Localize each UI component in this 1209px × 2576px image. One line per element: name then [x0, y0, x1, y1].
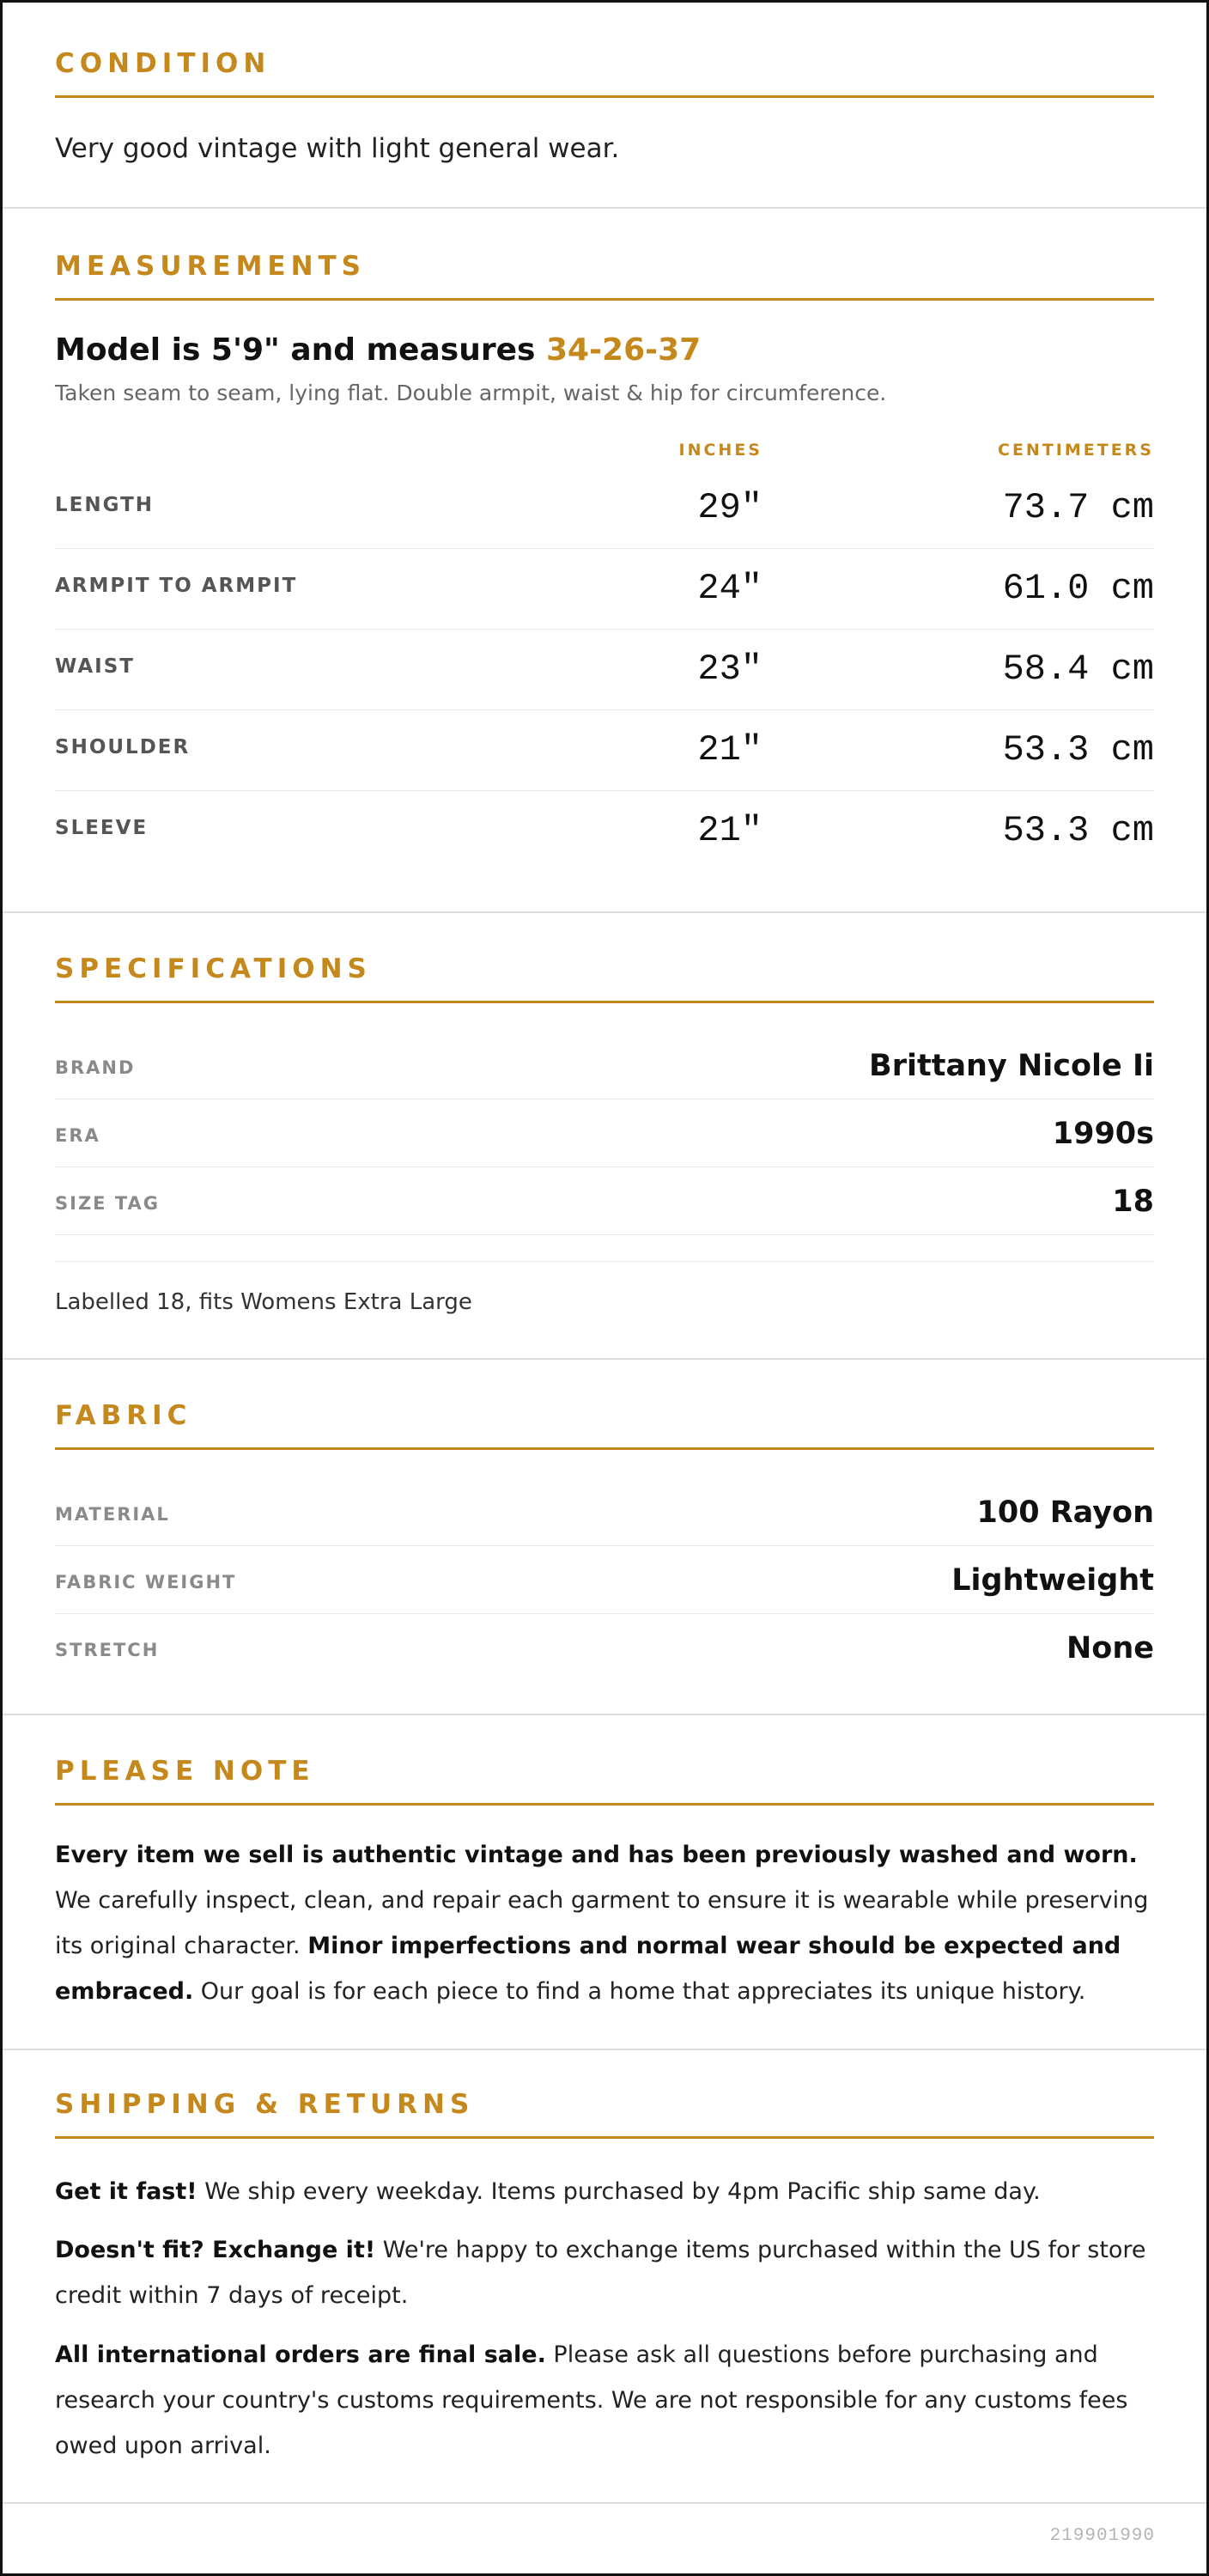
- spec-row-era: [55, 1099, 1154, 1166]
- measurement-cm: 73.7 cm: [1002, 487, 1154, 528]
- measurement-inches: 24": [697, 568, 762, 609]
- condition-title: CONDITION: [55, 48, 271, 79]
- specifications-title: SPECIFICATIONS: [55, 953, 372, 984]
- measurement-label: ARMPIT TO ARMPIT: [55, 575, 298, 597]
- spec-label: ERA: [55, 1125, 100, 1146]
- please-note-text-1: We carefully inspect, clean, and repair each garment to ensure it is wearable while preserving its original character.: [55, 1887, 1149, 1959]
- measurements-section: [3, 209, 1206, 913]
- measurement-cm: 53.3 cm: [1002, 729, 1154, 770]
- spec-row-brand: [55, 1032, 1154, 1099]
- measurement-row-length: [55, 468, 1154, 547]
- specifications-section: [3, 913, 1206, 1360]
- condition-section: [3, 3, 1206, 209]
- measurement-row-sleeve: [55, 791, 1154, 870]
- model-measures-heading: [55, 332, 701, 368]
- specifications-rule: [55, 1001, 1154, 1003]
- shipping-text-3: Please ask all questions before purchasing and research your country's customs requirements. We are not responsible for any customs fees owed upon arrival.: [55, 2342, 1128, 2459]
- size-note: Labelled 18, fits Womens Extra Large: [55, 1289, 472, 1315]
- fabric-row-material: [55, 1478, 1154, 1545]
- shipping-text-1: We ship every weekday. Items purchased by 4pm Pacific ship same day.: [197, 2178, 1041, 2205]
- shipping-paragraph-3: [55, 2332, 1154, 2469]
- spec-label: SIZE TAG: [55, 1193, 161, 1214]
- measurement-cm: 53.3 cm: [1002, 810, 1154, 851]
- sku-label: 219901990: [1049, 2526, 1155, 2546]
- spec-label: MATERIAL: [55, 1504, 170, 1525]
- please-note-text: [55, 1832, 1154, 2014]
- measurement-cm: 58.4 cm: [1002, 649, 1154, 690]
- spec-label: STRETCH: [55, 1640, 160, 1660]
- measurement-inches: 21": [697, 729, 762, 770]
- condition-text: Very good vintage with light general wear.: [55, 133, 620, 164]
- shipping-text-2: We're happy to exchange items purchased within the US for store credit within 7 days of receipt.: [55, 2237, 1146, 2309]
- shipping-paragraph-2: [55, 2227, 1154, 2318]
- condition-rule: [55, 95, 1154, 98]
- measurement-inches: 21": [697, 810, 762, 851]
- please-note-rule: [55, 1803, 1154, 1806]
- measurement-row-waist: [55, 630, 1154, 709]
- measurement-inches: 23": [697, 649, 762, 690]
- please-note-bold-1: Every item we sell is authentic vintage and has been previously washed and worn.: [55, 1842, 1138, 1868]
- spec-value: Lightweight: [951, 1563, 1154, 1598]
- row-divider: [55, 1261, 1154, 1262]
- measurement-label: SHOULDER: [55, 736, 191, 758]
- measurement-label: WAIST: [55, 655, 135, 678]
- shipping-rule: [55, 2136, 1154, 2139]
- shipping-bold-3: All international orders are final sale.: [55, 2342, 546, 2368]
- measurement-inches: 29": [697, 487, 762, 528]
- measurement-row-armpit: [55, 549, 1154, 628]
- spec-value: Brittany Nicole Ii: [869, 1049, 1154, 1083]
- model-measures-value: 34-26-37: [545, 332, 702, 368]
- fabric-title: FABRIC: [55, 1400, 192, 1431]
- please-note-section: [3, 1715, 1206, 2050]
- shipping-section: [3, 2050, 1206, 2504]
- shipping-bold-1: Get it fast!: [55, 2178, 197, 2205]
- measurement-label: SLEEVE: [55, 817, 149, 839]
- shipping-title: SHIPPING & RETURNS: [55, 2089, 475, 2120]
- shipping-paragraph-1: [55, 2169, 1154, 2214]
- spec-label: FABRIC WEIGHT: [55, 1572, 237, 1592]
- measurements-rule: [55, 298, 1154, 301]
- measurement-row-shoulder: [55, 710, 1154, 789]
- measurement-label: LENGTH: [55, 494, 155, 516]
- please-note-title: PLEASE NOTE: [55, 1756, 315, 1787]
- column-header-inches: INCHES: [678, 441, 762, 460]
- row-divider: [55, 1234, 1154, 1235]
- spec-row-size-tag: [55, 1167, 1154, 1234]
- please-note-text-2: Our goal is for each piece to find a home that appreciates its unique history.: [193, 1978, 1086, 2005]
- spec-value: 1990s: [1052, 1117, 1154, 1151]
- shipping-bold-2: Doesn't fit? Exchange it!: [55, 2237, 376, 2263]
- spec-value: None: [1066, 1631, 1154, 1666]
- measurement-cm: 61.0 cm: [1002, 568, 1154, 609]
- fabric-rule: [55, 1447, 1154, 1450]
- measurements-title: MEASUREMENTS: [55, 251, 367, 282]
- fabric-row-stretch: [55, 1614, 1154, 1681]
- please-note-bold-2: Minor imperfections and normal wear should be expected and embraced.: [55, 1933, 1121, 2005]
- column-header-centimeters: CENTIMETERS: [998, 441, 1154, 460]
- measurements-note: Taken seam to seam, lying flat. Double armpit, waist & hip for circumference.: [55, 381, 887, 405]
- model-measures-prefix: Model is 5'9" and measures: [55, 332, 536, 368]
- fabric-section: [3, 1360, 1206, 1715]
- spec-value: 100 Rayon: [976, 1495, 1154, 1530]
- spec-label: BRAND: [55, 1057, 136, 1078]
- fabric-row-weight: [55, 1546, 1154, 1613]
- spec-value: 18: [1112, 1184, 1154, 1219]
